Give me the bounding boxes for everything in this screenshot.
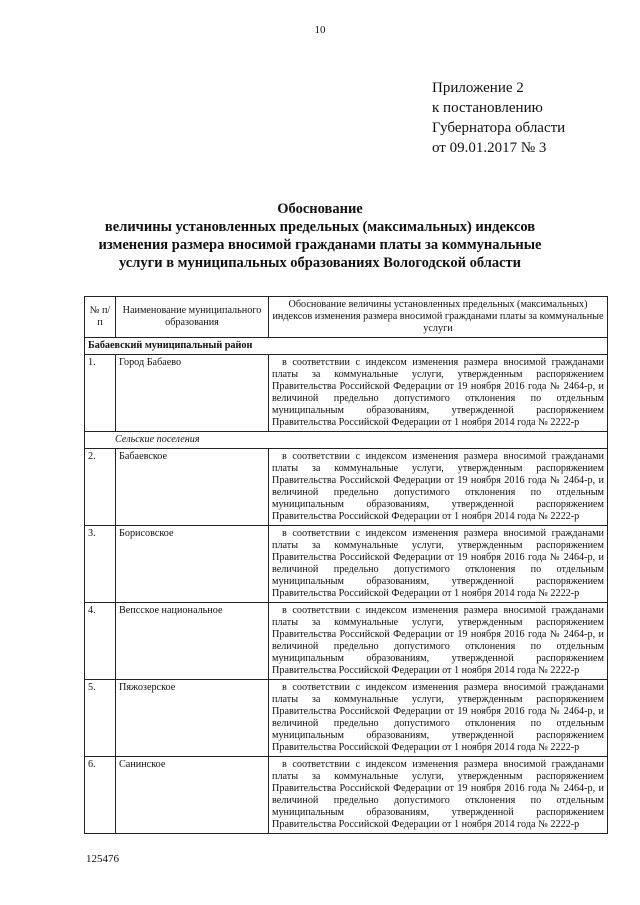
row-num: 2. <box>85 449 116 526</box>
row-name: Пяжозерское <box>116 680 269 757</box>
row-num: 3. <box>85 526 116 603</box>
document-title <box>0 200 640 272</box>
title-line: изменения размера вносимой гражданами платы за коммунальные <box>98 237 542 253</box>
basis-table <box>84 296 608 834</box>
header-num: № п/п <box>85 297 116 338</box>
row-num: 6. <box>85 757 116 834</box>
table-body <box>85 338 608 834</box>
footer-code: 125476 <box>86 853 119 865</box>
title-line: величины установленных предельных (максимальных) индексов <box>104 219 536 235</box>
title-line: услуги в муниципальных образованиях Вологодской области <box>119 255 521 271</box>
row-name: Город Бабаево <box>116 355 269 432</box>
header-name: Наименование муниципального образования <box>116 297 269 338</box>
row-num: 1. <box>85 355 116 432</box>
row-basis: в соответствии с индексом изменения размера вносимой гражданами платы за коммунальные услуги, утвержденным распоряжением Правительства Российской Федерации от 19 ноября 2016 года № 2464-р, и величиной предельно допустимого отклонения по отдельным муниципальным образованиям, утвержденной распоряжением Правительства Российской Федерации от 1 ноября 2014 года № 2222-р <box>269 603 608 680</box>
table-row <box>85 680 608 757</box>
appendix-line: Губернатора области <box>432 120 566 136</box>
row-num: 5. <box>85 680 116 757</box>
table-row <box>85 526 608 603</box>
row-name: Бабаевское <box>116 449 269 526</box>
table-header-row <box>85 297 608 338</box>
row-name: Борисовское <box>116 526 269 603</box>
page-number: 10 <box>314 24 326 36</box>
table-row <box>85 603 608 680</box>
title-line: Обоснование <box>277 201 363 217</box>
district-label: Бабаевский муниципальный район <box>85 338 608 355</box>
appendix-line: Приложение 2 <box>432 80 524 96</box>
header-basis: Обоснование величины установленных предельных (максимальных) индексов изменения размера вносимой гражданами платы за коммунальные услуги <box>269 297 608 338</box>
table-row <box>85 449 608 526</box>
table-row <box>85 355 608 432</box>
row-basis: в соответствии с индексом изменения размера вносимой гражданами платы за коммунальные услуги, утвержденным распоряжением Правительства Российской Федерации от 19 ноября 2016 года № 2464-р, и величиной предельно допустимого отклонения по отдельным муниципальным образованиям, утвержденной распоряжением Правительства Российской Федерации от 1 ноября 2014 года № 2222-р <box>269 757 608 834</box>
rural-section-row <box>85 432 608 449</box>
row-num: 4. <box>85 603 116 680</box>
row-basis: в соответствии с индексом изменения размера вносимой гражданами платы за коммунальные услуги, утвержденным распоряжением Правительства Российской Федерации от 19 ноября 2016 года № 2464-р, и величиной предельно допустимого отклонения по отдельным муниципальным образованиям, утвержденной распоряжением Правительства Российской Федерации от 1 ноября 2014 года № 2222-р <box>269 355 608 432</box>
row-basis: в соответствии с индексом изменения размера вносимой гражданами платы за коммунальные услуги, утвержденным распоряжением Правительства Российской Федерации от 19 ноября 2016 года № 2464-р, и величиной предельно допустимого отклонения по отдельным муниципальным образованиям, утвержденной распоряжением Правительства Российской Федерации от 1 ноября 2014 года № 2222-р <box>269 680 608 757</box>
appendix-line: от 09.01.2017 № 3 <box>432 140 547 156</box>
row-basis: в соответствии с индексом изменения размера вносимой гражданами платы за коммунальные услуги, утвержденным распоряжением Правительства Российской Федерации от 19 ноября 2016 года № 2464-р, и величиной предельно допустимого отклонения по отдельным муниципальным образованиям, утвержденной распоряжением Правительства Российской Федерации от 1 ноября 2014 года № 2222-р <box>269 526 608 603</box>
district-row <box>85 338 608 355</box>
row-basis: в соответствии с индексом изменения размера вносимой гражданами платы за коммунальные услуги, утвержденным распоряжением Правительства Российской Федерации от 19 ноября 2016 года № 2464-р, и величиной предельно допустимого отклонения по отдельным муниципальным образованиям, утвержденной распоряжением Правительства Российской Федерации от 1 ноября 2014 года № 2222-р <box>269 449 608 526</box>
table-row <box>85 757 608 834</box>
row-name: Санинское <box>116 757 269 834</box>
rural-section-label: Сельские поселения <box>85 432 608 449</box>
row-name: Вепсское национальное <box>116 603 269 680</box>
appendix-line: к постановлению <box>432 100 543 116</box>
appendix-block <box>432 78 565 158</box>
